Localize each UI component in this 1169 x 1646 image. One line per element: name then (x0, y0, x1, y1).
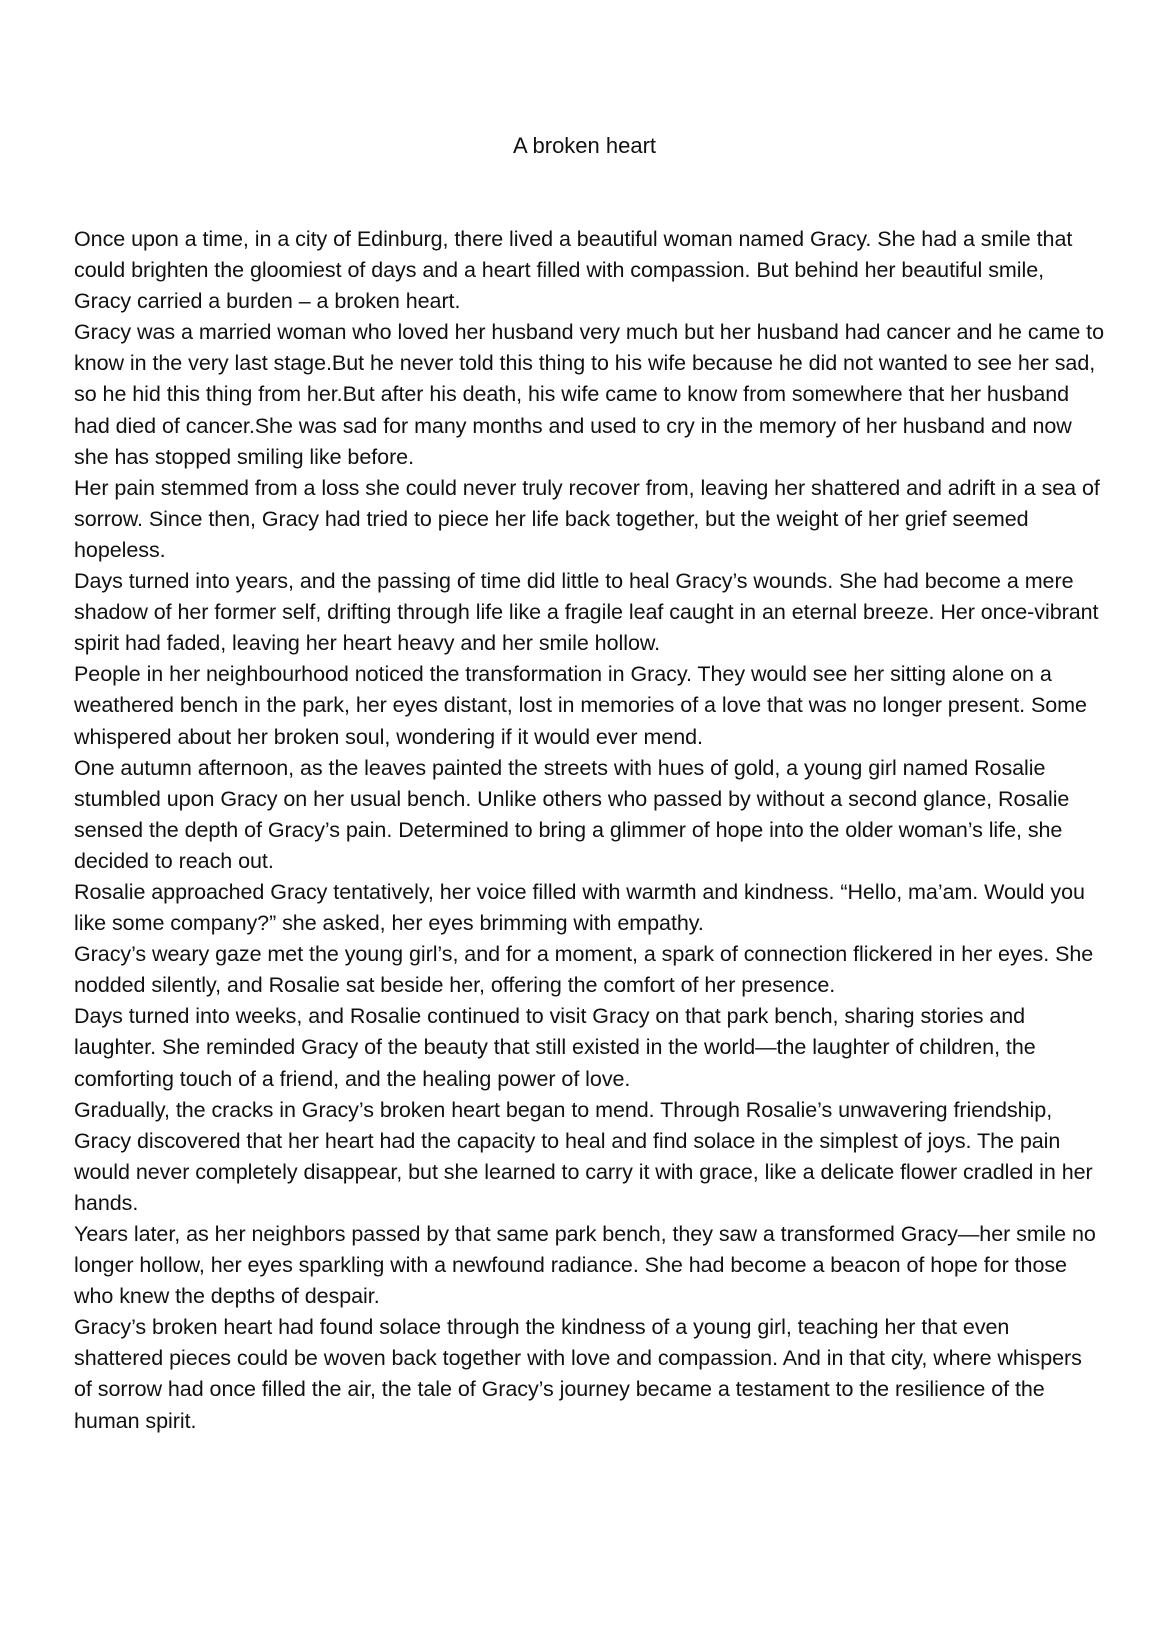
paragraph-3: Her pain stemmed from a loss she could never truly recover from, leaving her shattered and adrift in a sea of sorrow. Since then, Gracy had tried to piece her life back together, but the weight of her grief seemed hopeless. (74, 475, 1100, 562)
paragraph-5: People in her neighbourhood noticed the transformation in Gracy. They would see her sitting alone on a weathered bench in the park, her eyes distant, lost in memories of a love that was no longer present. Some whispered about her broken soul, wondering if it would ever mend. (74, 662, 1087, 749)
paragraph-10: Gradually, the cracks in Gracy’s broken heart began to mend. Through Rosalie’s unwavering friendship, Gracy discovered that her heart had the capacity to heal and find solace in the simplest of joys. The pain would never completely disappear, but she learned to carry it with grace, like a delicate flower cradled in her hands. (74, 1097, 1093, 1215)
paragraph-4: Days turned into years, and the passing of time did little to heal Gracy’s wounds. She had become a mere shadow of her former self, drifting through life like a fragile leaf caught in an eternal breeze. Her once-vibrant spirit had faded, leaving her heart heavy and her smile hollow. (74, 569, 1099, 656)
document-title: A broken heart (512, 133, 657, 158)
paragraph-1: Once upon a time, in a city of Edinburg, there lived a beautiful woman named Gracy. She had a smile that could brighten the gloomiest of days and a heart filled with compassion. But behind her beautiful smile, Gracy carried a burden – a broken heart. (74, 227, 1073, 314)
paragraph-8: Gracy’s weary gaze met the young girl’s, and for a moment, a spark of connection flickered in her eyes. She nodded silently, and Rosalie sat beside her, offering the comfort of her presence. (74, 942, 1094, 998)
paragraph-7: Rosalie approached Gracy tentatively, her voice filled with warmth and kindness. “Hello, ma’am. Would you like some company?” she asked, her eyes brimming with empathy. (74, 879, 1085, 936)
paragraph-12: Gracy’s broken heart had found solace through the kindness of a young girl, teaching her that even shattered pieces could be woven back together with love and compassion. And in that city, where whispers of sorrow had once filled the air, the tale of Gracy’s journey became a testament to the resilience of the human spirit. (74, 1315, 1082, 1433)
document-body (74, 224, 1104, 1437)
paragraph-11: Years later, as her neighbors passed by that same park bench, they saw a transformed Gracy—her smile no longer hollow, her eyes sparkling with a newfound radiance. She had become a beacon of hope for those who knew the depths of despair. (74, 1222, 1096, 1309)
paragraph-2: Gracy was a married woman who loved her husband very much but her husband had cancer and he came to know in the very last stage.But he never told this thing to his wife because he did not wanted to see her sad, so he hid this thing from her.But after his death, his wife came to know from somewhere that her husband had died of cancer.She was sad for many months and used to cry in the memory of her husband and now she has stopped smiling like before. (74, 320, 1105, 469)
paragraph-9: Days turned into weeks, and Rosalie continued to visit Gracy on that park bench, sharing stories and laughter. She reminded Gracy of the beauty that still existed in the world—the laughter of children, the comforting touch of a friend, and the healing power of love. (74, 1004, 1036, 1091)
paragraph-6: One autumn afternoon, as the leaves painted the streets with hues of gold, a young girl named Rosalie stumbled upon Gracy on her usual bench. Unlike others who passed by without a second glance, Rosalie sensed the depth of Gracy’s pain. Determined to bring a glimmer of hope into the older woman’s life, she decided to reach out. (74, 755, 1070, 873)
